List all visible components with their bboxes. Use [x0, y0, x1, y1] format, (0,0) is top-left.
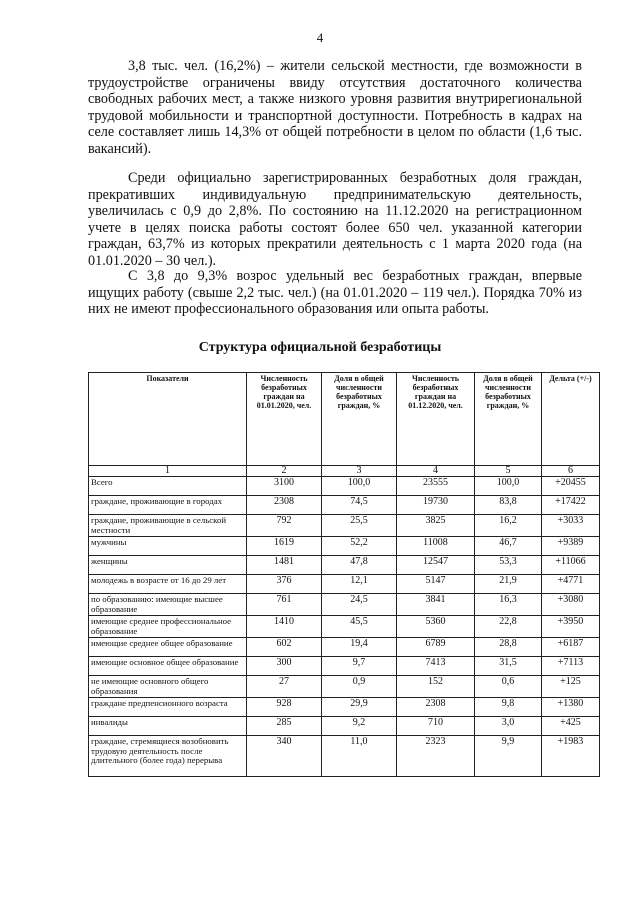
- table-cell: +6187: [542, 638, 600, 657]
- table-cell: 300: [247, 657, 322, 676]
- table-cell: 340: [247, 736, 322, 777]
- row-label: имеющие среднее общее образование: [89, 638, 247, 657]
- table-cell: 16,3: [475, 594, 542, 616]
- body-text: [88, 268, 582, 318]
- table-cell: 0,9: [322, 676, 397, 698]
- table-cell: 761: [247, 594, 322, 616]
- table-cell: +3033: [542, 515, 600, 537]
- table-cell: 9,7: [322, 657, 397, 676]
- column-header: Доля в общей численности безработных граждан, %: [475, 373, 542, 466]
- table-cell: +4771: [542, 575, 600, 594]
- table-row: [89, 657, 600, 676]
- row-label: граждане предпенсионного возраста: [89, 698, 247, 717]
- table-cell: +3080: [542, 594, 600, 616]
- table-cell: 28,8: [475, 638, 542, 657]
- table-cell: 6789: [397, 638, 475, 657]
- table-cell: 5147: [397, 575, 475, 594]
- table-cell: 46,7: [475, 537, 542, 556]
- table-cell: 52,2: [322, 537, 397, 556]
- row-label: женщины: [89, 556, 247, 575]
- table-cell: 9,2: [322, 717, 397, 736]
- table-cell: +1380: [542, 698, 600, 717]
- table-row: [89, 638, 600, 657]
- table-cell: +20455: [542, 477, 600, 496]
- row-label: мужчины: [89, 537, 247, 556]
- table-cell: +1983: [542, 736, 600, 777]
- table-cell: 23555: [397, 477, 475, 496]
- table-cell: 22,8: [475, 616, 542, 638]
- table-cell: 1410: [247, 616, 322, 638]
- table-row: [89, 575, 600, 594]
- row-label: имеющие среднее профессиональное образование: [89, 616, 247, 638]
- table-title: Структура официальной безработицы: [198, 340, 442, 355]
- table-cell: +3950: [542, 616, 600, 638]
- table-row: [89, 556, 600, 575]
- table-cell: 53,3: [475, 556, 542, 575]
- table-cell: 3100: [247, 477, 322, 496]
- table-cell: 29,9: [322, 698, 397, 717]
- table-cell: 19,4: [322, 638, 397, 657]
- table-cell: 1481: [247, 556, 322, 575]
- table-cell: 5360: [397, 616, 475, 638]
- table-row: [89, 496, 600, 515]
- column-header: Доля в общей численности безработных граждан, %: [322, 373, 397, 466]
- table-row: [89, 537, 600, 556]
- row-label: молодежь в возрасте от 16 до 29 лет: [89, 575, 247, 594]
- row-label: граждане, проживающие в сельской местности: [89, 515, 247, 537]
- table-cell: 11008: [397, 537, 475, 556]
- table-cell: 12,1: [322, 575, 397, 594]
- table-cell: 3,0: [475, 717, 542, 736]
- table-cell: 47,8: [322, 556, 397, 575]
- table-cell: +9389: [542, 537, 600, 556]
- unemployment-structure-table: [88, 372, 600, 777]
- body-text: [88, 170, 582, 269]
- column-number: 5: [475, 466, 542, 477]
- table-cell: 2308: [397, 698, 475, 717]
- row-label: инвалиды: [89, 717, 247, 736]
- table-cell: +425: [542, 717, 600, 736]
- table-row: [89, 594, 600, 616]
- table-cell: +11066: [542, 556, 600, 575]
- column-number: 2: [247, 466, 322, 477]
- table-row: [89, 676, 600, 698]
- table-cell: 152: [397, 676, 475, 698]
- table-cell: 25,5: [322, 515, 397, 537]
- table-cell: 9,8: [475, 698, 542, 717]
- table-cell: 24,5: [322, 594, 397, 616]
- paragraph: 3,8 тыс. чел. (16,2%) – жители сельской местности, где возможности в трудоустройстве ограничены ввиду отсутствия достаточного количества свободных рабочих мест, а также низкого уровня развития внутрирегиональной трудовой мобильности и транспортной доступности. Потребность в кадрах на селе составляет лишь 14,3% от общей потребности в целом по области (1,6 тыс. вакансий).: [88, 58, 582, 157]
- table-row: [89, 736, 600, 777]
- table-cell: 45,5: [322, 616, 397, 638]
- table-cell: 376: [247, 575, 322, 594]
- table-row: [89, 698, 600, 717]
- row-label: не имеющие основного общего образования: [89, 676, 247, 698]
- table-row: [89, 477, 600, 496]
- page-number: 4: [316, 30, 324, 45]
- table-cell: 12547: [397, 556, 475, 575]
- column-number: 6: [542, 466, 600, 477]
- column-header: Численность безработных граждан на 01.01.2020, чел.: [247, 373, 322, 466]
- table-cell: 27: [247, 676, 322, 698]
- table-header-row: [89, 373, 600, 466]
- table-cell: 16,2: [475, 515, 542, 537]
- table-cell: 0,6: [475, 676, 542, 698]
- table-cell: 83,8: [475, 496, 542, 515]
- table-cell: +7113: [542, 657, 600, 676]
- table-cell: 928: [247, 698, 322, 717]
- table-cell: 3825: [397, 515, 475, 537]
- column-header: Численность безработных граждан на 01.12.2020, чел.: [397, 373, 475, 466]
- column-number: 1: [89, 466, 247, 477]
- column-number: 4: [397, 466, 475, 477]
- table-cell: 7413: [397, 657, 475, 676]
- table-cell: 31,5: [475, 657, 542, 676]
- table-row: [89, 616, 600, 638]
- column-number-row: [89, 466, 600, 477]
- column-number: 3: [322, 466, 397, 477]
- table-cell: 100,0: [475, 477, 542, 496]
- row-label: граждане, проживающие в городах: [89, 496, 247, 515]
- table-cell: 2308: [247, 496, 322, 515]
- paragraph: Среди официально зарегистрированных безработных доля граждан, прекративших индивидуальную предпринимательскую деятельность, увеличилась с 0,9 до 2,8%. По состоянию на 11.12.2020 на регистрационном учете в целях поиска работы состоят более 650 чел. указанной категории граждан, 63,7% из которых прекратили деятельность с 1 марта 2020 года (на 01.01.2020 – 30 чел.).: [88, 170, 582, 269]
- table-cell: 1619: [247, 537, 322, 556]
- table-cell: 602: [247, 638, 322, 657]
- table-cell: 792: [247, 515, 322, 537]
- table-row: [89, 515, 600, 537]
- table-row: [89, 717, 600, 736]
- table-cell: 74,5: [322, 496, 397, 515]
- row-label: Всего: [89, 477, 247, 496]
- table-cell: 21,9: [475, 575, 542, 594]
- row-label: граждане, стремящиеся возобновить трудовую деятельность после длительного (более года) перерыва: [89, 736, 247, 777]
- row-label: по образованию: имеющие высшее образование: [89, 594, 247, 616]
- column-header: Показатели: [89, 373, 247, 466]
- paragraph: С 3,8 до 9,3% возрос удельный вес безработных граждан, впервые ищущих работу (свыше 2,2 тыс. чел.) (на 01.01.2020 – 119 чел.). Порядка 70% из них не имеют профессионального образования или опыта работы.: [88, 268, 582, 317]
- table-cell: +17422: [542, 496, 600, 515]
- table-cell: 100,0: [322, 477, 397, 496]
- body-text: [88, 58, 582, 157]
- table-cell: 19730: [397, 496, 475, 515]
- row-label: имеющие основное общее образование: [89, 657, 247, 676]
- table-cell: 710: [397, 717, 475, 736]
- table-cell: 11,0: [322, 736, 397, 777]
- column-header: Дельта (+/-): [542, 373, 600, 466]
- table-cell: 9,9: [475, 736, 542, 777]
- table-cell: 3841: [397, 594, 475, 616]
- table-cell: 285: [247, 717, 322, 736]
- table-cell: +125: [542, 676, 600, 698]
- table-cell: 2323: [397, 736, 475, 777]
